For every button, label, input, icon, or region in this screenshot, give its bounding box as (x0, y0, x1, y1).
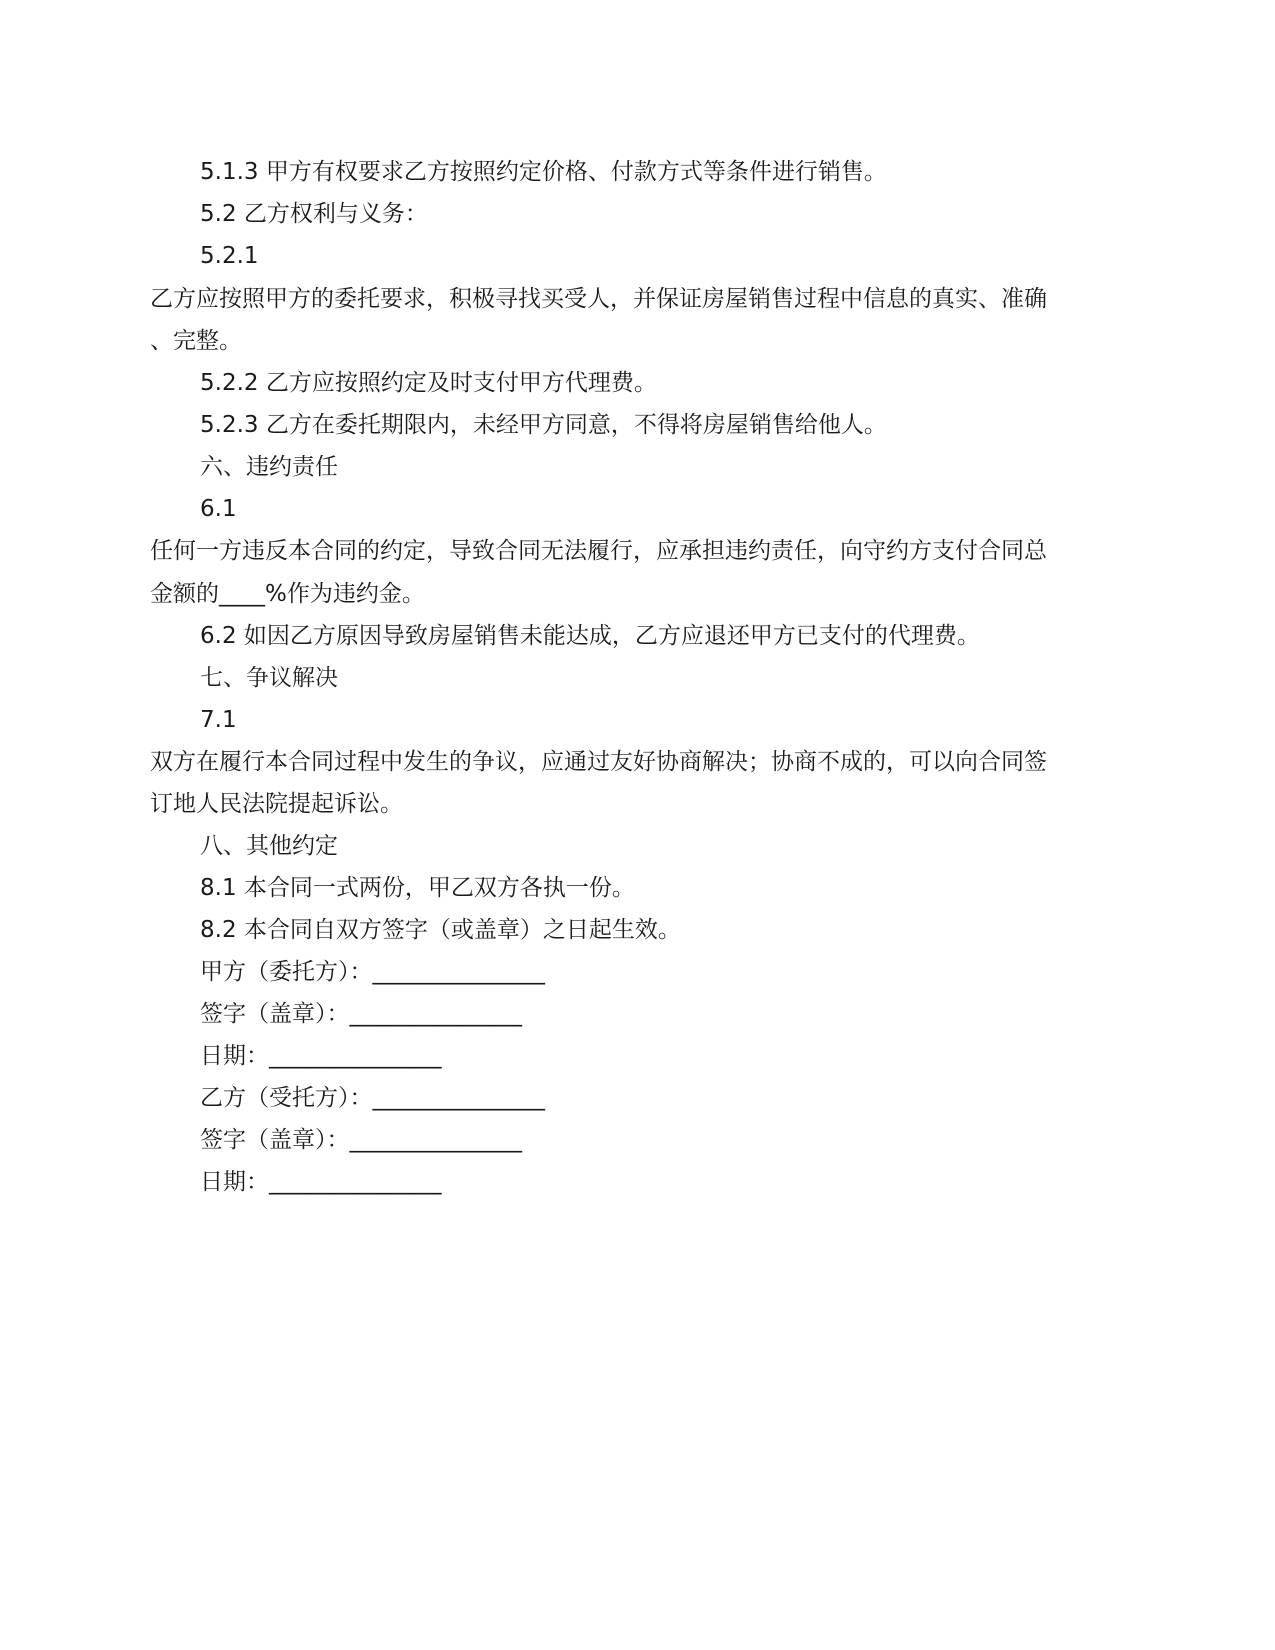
clause-6-2: 6.2 如因乙方原因导致房屋销售未能达成，乙方应退还甲方已支付的代理费。 (200, 623, 980, 649)
clause-5-2-1-text-cont: 、完整。 (150, 328, 242, 354)
clause-6-1-text-cont: 金额的____%作为违约金。 (150, 581, 425, 607)
clause-5-2-heading: 5.2 乙方权利与义务： (200, 201, 428, 227)
clause-8-1: 8.1 本合同一式两份，甲乙双方各执一份。 (200, 875, 635, 901)
clause-6-1-number: 6.1 (200, 496, 237, 522)
clause-7-1-text-cont: 订地人民法院提起诉讼。 (150, 791, 403, 817)
section-8-heading: 八、其他约定 (200, 833, 338, 859)
clause-5-2-1-text: 乙方应按照甲方的委托要求，积极寻找买受人，并保证房屋销售过程中信息的真实、准确 (150, 286, 1047, 312)
clause-7-1-text: 双方在履行本合同过程中发生的争议，应通过友好协商解决；协商不成的，可以向合同签 (150, 749, 1047, 775)
clause-5-2-2: 5.2.2 乙方应按照约定及时支付甲方代理费。 (200, 370, 657, 396)
party-b-signature: 签字（盖章）：_______________ (200, 1127, 522, 1153)
party-b-date: 日期：_______________ (200, 1169, 442, 1195)
party-b-label: 乙方（受托方）：_______________ (200, 1085, 545, 1111)
clause-7-1-number: 7.1 (200, 707, 237, 733)
clause-5-2-1-number: 5.2.1 (200, 243, 259, 269)
section-6-heading: 六、违约责任 (200, 454, 338, 480)
party-a-signature: 签字（盖章）：_______________ (200, 1001, 522, 1027)
clause-6-1-text: 任何一方违反本合同的约定，导致合同无法履行，应承担违约责任，向守约方支付合同总 (150, 538, 1047, 564)
clause-5-2-3: 5.2.3 乙方在委托期限内，未经甲方同意，不得将房屋销售给他人。 (200, 412, 887, 438)
clause-8-2: 8.2 本合同自双方签字（或盖章）之日起生效。 (200, 917, 681, 943)
section-7-heading: 七、争议解决 (200, 665, 338, 691)
party-a-date: 日期：_______________ (200, 1043, 442, 1069)
clause-5-1-3: 5.1.3 甲方有权要求乙方按照约定价格、付款方式等条件进行销售。 (200, 159, 887, 185)
party-a-label: 甲方（委托方）：_______________ (200, 959, 545, 985)
